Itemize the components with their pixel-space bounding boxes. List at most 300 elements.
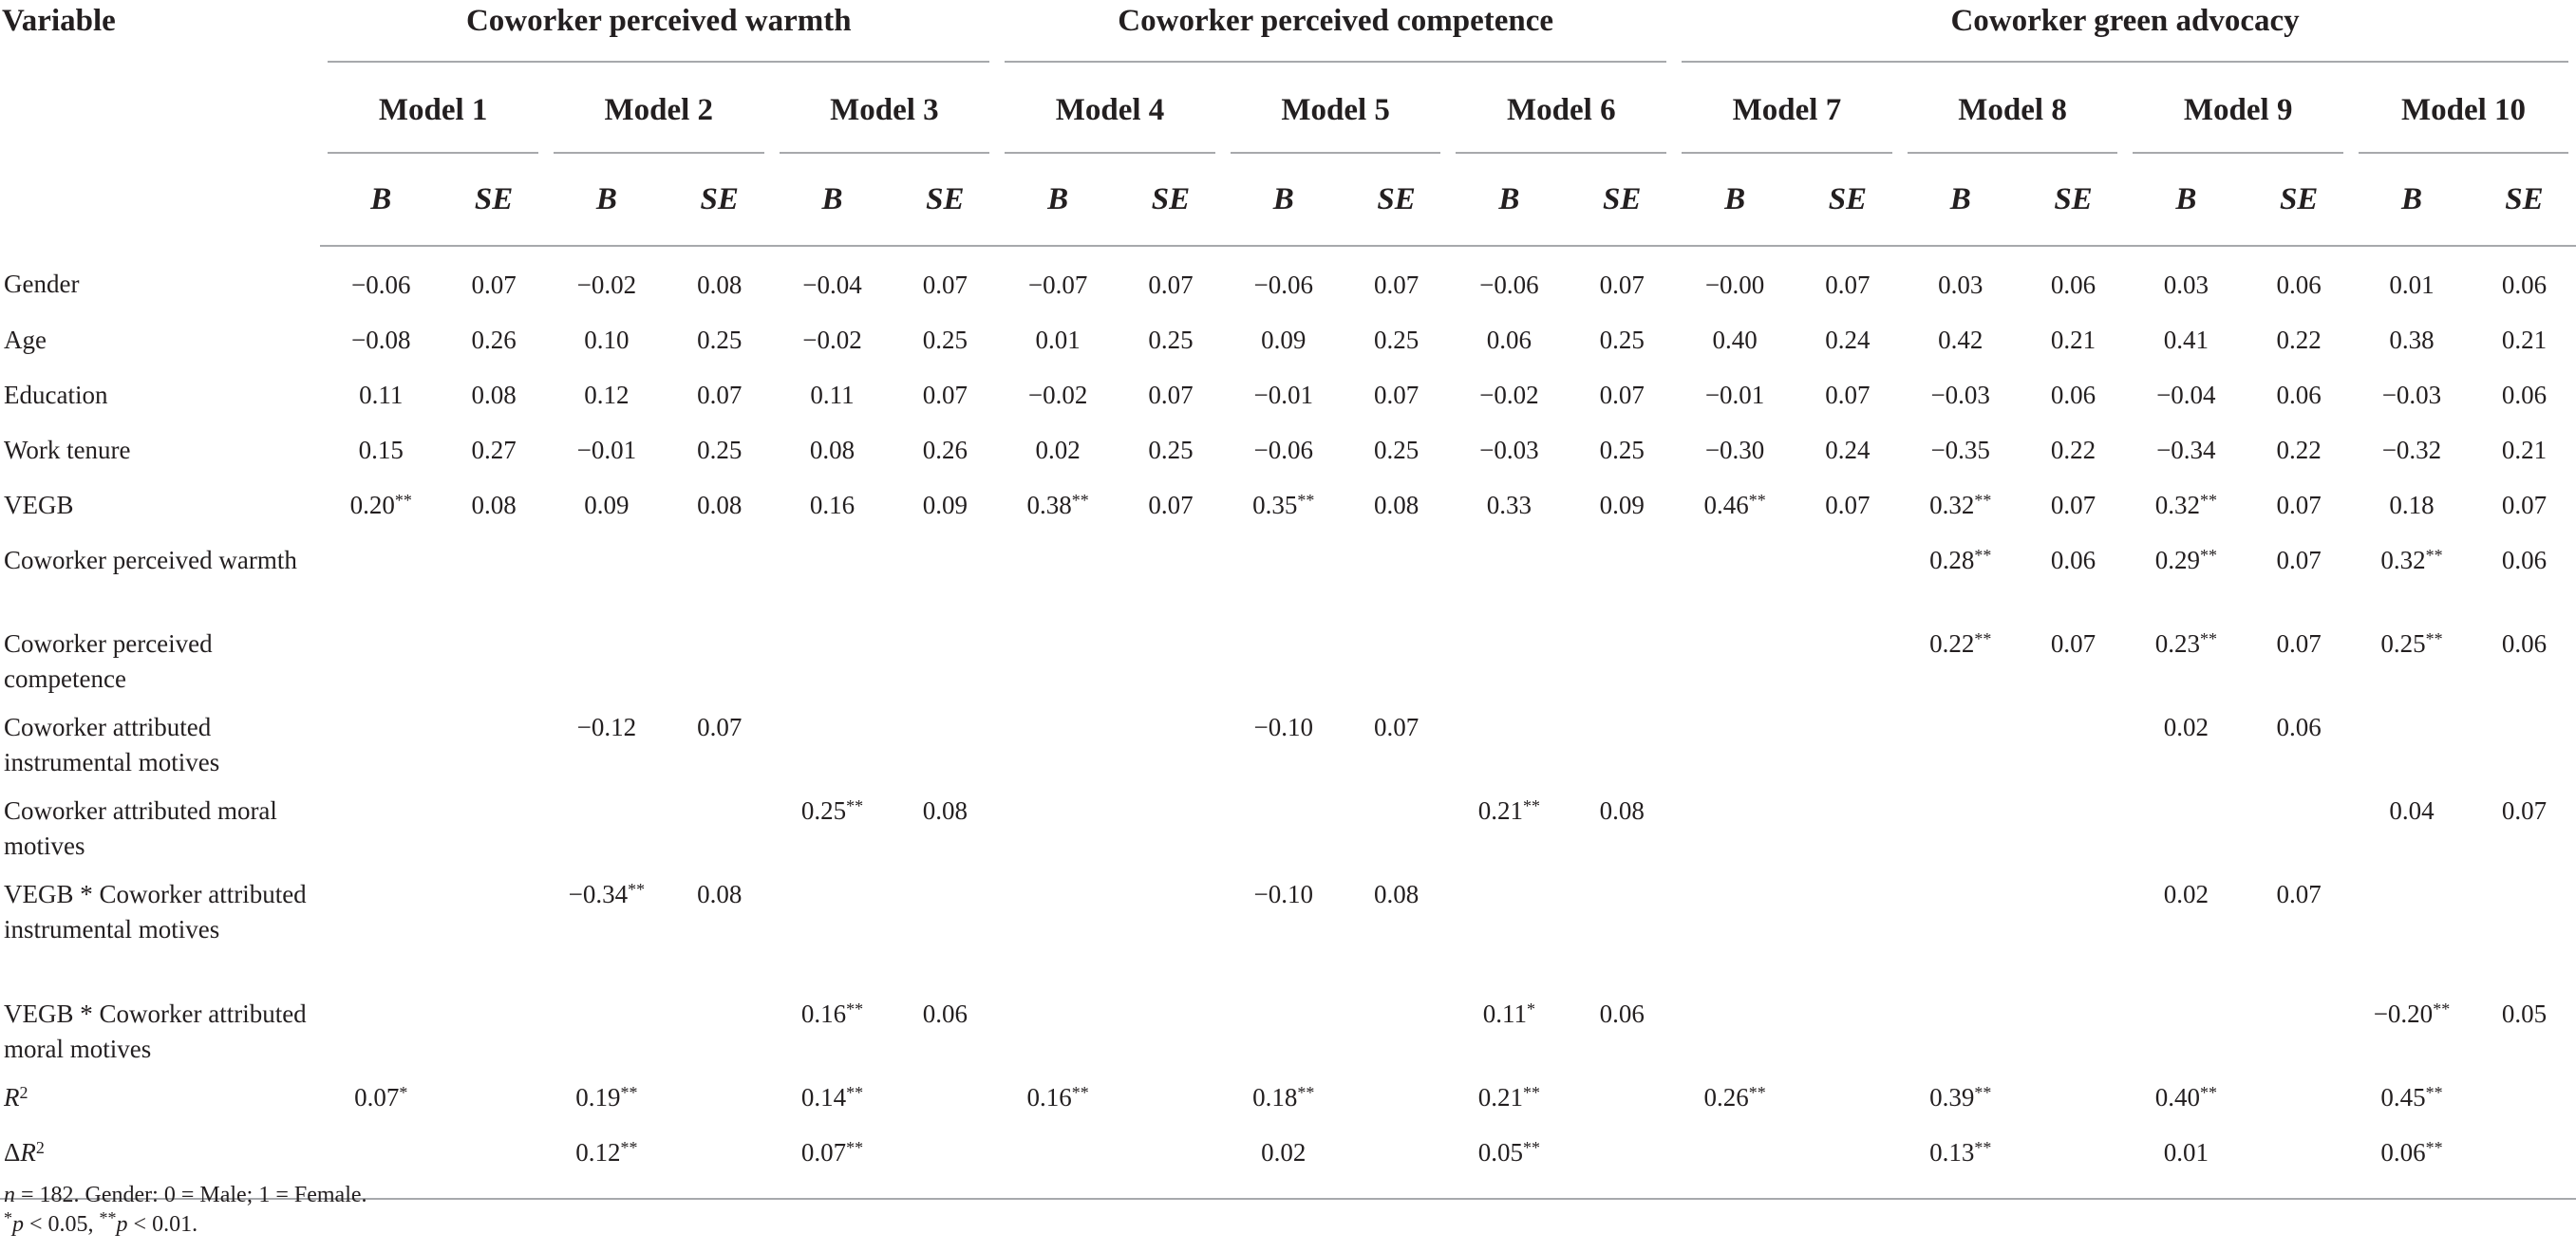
b-cell bbox=[772, 537, 893, 621]
b-cell bbox=[1900, 991, 2021, 1074]
b-cell: −0.03 bbox=[1930, 381, 1990, 409]
se-cell: 0.07 bbox=[2276, 491, 2322, 519]
b-cell bbox=[1223, 537, 1344, 621]
se-cell: 0.06 bbox=[2501, 629, 2548, 658]
b-cell bbox=[997, 991, 1119, 1074]
se-cell: 0.07 bbox=[1148, 381, 1194, 409]
b-cell: −0.02 bbox=[802, 326, 862, 354]
b-cell: −0.32 bbox=[2381, 436, 2442, 464]
table-row bbox=[0, 317, 2576, 372]
b-cell bbox=[1448, 537, 1570, 621]
table-row bbox=[0, 372, 2576, 427]
model-header-label: Model 2 bbox=[554, 63, 764, 154]
se-cell bbox=[668, 621, 772, 704]
se-cell: 0.07 bbox=[2276, 880, 2322, 908]
model-header-label: Model 5 bbox=[1231, 63, 1441, 154]
b-cell: 0.02 bbox=[2163, 880, 2209, 908]
se-cell: 0.08 bbox=[1599, 796, 1645, 825]
b-cell bbox=[1674, 871, 1796, 991]
se-cell: 0.06 bbox=[2050, 546, 2097, 574]
row-label: $\Delta R^2$ bbox=[0, 1130, 320, 1199]
b-cell: −0.03 bbox=[1479, 436, 1539, 464]
b-cell: 0.12** bbox=[546, 1130, 668, 1199]
se-cell: 0.25 bbox=[697, 436, 743, 464]
se-cell bbox=[2247, 991, 2351, 1074]
b-cell: 0.23** bbox=[2154, 629, 2217, 658]
b-header-label: B bbox=[1047, 182, 1069, 216]
b-cell: −0.20** bbox=[2373, 1000, 2451, 1028]
se-header bbox=[2473, 154, 2576, 246]
b-cell: 0.35** bbox=[1252, 491, 1315, 519]
b-cell bbox=[1448, 621, 1570, 704]
b-cell: −0.10 bbox=[1253, 713, 1314, 741]
se-cell bbox=[2021, 1074, 2126, 1130]
se-cell: 0.27 bbox=[471, 436, 517, 464]
se-cell: 0.25 bbox=[1599, 436, 1645, 464]
b-cell bbox=[772, 871, 893, 991]
se-cell: 0.08 bbox=[471, 381, 517, 409]
b-cell: 0.40** bbox=[2154, 1083, 2217, 1112]
se-header-label: SE bbox=[1828, 182, 1868, 216]
model-header-label: Model 3 bbox=[780, 63, 990, 154]
b-cell bbox=[2351, 704, 2473, 788]
model-header-label: Model 10 bbox=[2359, 63, 2568, 154]
se-cell bbox=[1344, 621, 1449, 704]
se-cell: 0.07 bbox=[1825, 271, 1871, 299]
se-cell bbox=[1796, 1130, 1900, 1199]
b-header-label: B bbox=[821, 182, 843, 216]
se-cell: 0.07 bbox=[2050, 491, 2097, 519]
b-cell: −0.30 bbox=[1704, 436, 1765, 464]
group-header-advocacy-label: Coworker green advocacy bbox=[1682, 0, 2568, 63]
b-cell bbox=[1674, 788, 1796, 871]
se-cell bbox=[1119, 704, 1223, 788]
se-cell bbox=[668, 1074, 772, 1130]
row-label: Coworker perceived warmth bbox=[4, 546, 297, 574]
se-cell bbox=[2021, 871, 2126, 991]
b-cell: −0.35 bbox=[1930, 436, 1990, 464]
model-header-label: Model 8 bbox=[1908, 63, 2118, 154]
b-cell bbox=[1223, 621, 1344, 704]
se-cell bbox=[1796, 871, 1900, 991]
table-row bbox=[0, 427, 2576, 482]
table-row bbox=[0, 621, 2576, 704]
b-cell: 0.38 bbox=[2389, 326, 2435, 354]
se-cell bbox=[1119, 537, 1223, 621]
b-cell: −0.07 bbox=[1027, 271, 1088, 299]
b-cell: 0.25** bbox=[2380, 629, 2443, 658]
b-cell: 0.28** bbox=[1929, 546, 1992, 574]
b-cell: 0.21** bbox=[1477, 1083, 1541, 1112]
model-header-row bbox=[0, 63, 2576, 154]
se-cell: 0.26 bbox=[471, 326, 517, 354]
b-cell: −0.02 bbox=[576, 271, 637, 299]
b-cell: 0.01 bbox=[1035, 326, 1081, 354]
b-cell bbox=[546, 537, 668, 621]
row-label: $R^2$ bbox=[4, 1083, 28, 1112]
b-cell bbox=[772, 704, 893, 788]
model-header-8 bbox=[1900, 63, 2126, 154]
b-cell bbox=[546, 621, 668, 704]
b-header bbox=[546, 154, 668, 246]
table-row bbox=[0, 1130, 2576, 1199]
se-header bbox=[1570, 154, 1674, 246]
b-cell: −0.02 bbox=[1027, 381, 1088, 409]
b-cell: 0.18 bbox=[2389, 491, 2435, 519]
se-cell bbox=[1570, 621, 1674, 704]
se-header-label: SE bbox=[926, 182, 965, 216]
b-header-label: B bbox=[2400, 182, 2422, 216]
se-cell: 0.21 bbox=[2501, 436, 2548, 464]
b-header bbox=[1900, 154, 2021, 246]
se-header-label: SE bbox=[1603, 182, 1642, 216]
se-cell: 0.21 bbox=[2050, 326, 2097, 354]
b-cell bbox=[2125, 991, 2247, 1074]
se-cell bbox=[2247, 1130, 2351, 1199]
b-header-label: B bbox=[1724, 182, 1746, 216]
se-cell: 0.21 bbox=[2501, 326, 2548, 354]
table-row bbox=[0, 246, 2576, 317]
se-cell: 0.08 bbox=[922, 796, 968, 825]
b-cell: 0.16** bbox=[1026, 1083, 1089, 1112]
se-cell: 0.22 bbox=[2276, 436, 2322, 464]
model-header-6 bbox=[1448, 63, 1674, 154]
note-sample-size: n = 182. Gender: 0 = Male; 1 = Female. bbox=[4, 1183, 367, 1207]
b-cell: −0.06 bbox=[1253, 436, 1314, 464]
se-cell: 0.07 bbox=[1148, 491, 1194, 519]
b-cell bbox=[320, 704, 442, 788]
se-header bbox=[668, 154, 772, 246]
b-header bbox=[772, 154, 893, 246]
b-cell bbox=[320, 537, 442, 621]
se-cell: 0.06 bbox=[2501, 381, 2548, 409]
b-cell: 0.01 bbox=[2389, 271, 2435, 299]
b-cell: 0.18** bbox=[1252, 1083, 1315, 1112]
se-cell: 0.05 bbox=[2501, 1000, 2548, 1028]
model-header-2 bbox=[546, 63, 772, 154]
se-cell bbox=[442, 537, 546, 621]
b-cell: 0.07** bbox=[772, 1130, 893, 1199]
se-cell: 0.06 bbox=[2501, 546, 2548, 574]
se-cell bbox=[1796, 704, 1900, 788]
b-cell bbox=[997, 1130, 1119, 1199]
se-cell bbox=[893, 704, 997, 788]
b-cell: 0.09 bbox=[1261, 326, 1307, 354]
se-cell: 0.08 bbox=[471, 491, 517, 519]
b-cell: −0.00 bbox=[1704, 271, 1765, 299]
se-cell: 0.24 bbox=[1825, 326, 1871, 354]
se-cell bbox=[2021, 991, 2126, 1074]
se-cell bbox=[1344, 991, 1449, 1074]
model-header-4 bbox=[997, 63, 1223, 154]
se-cell: 0.07 bbox=[2276, 629, 2322, 658]
b-cell: 0.25** bbox=[800, 796, 864, 825]
b-cell: 0.29** bbox=[2154, 546, 2217, 574]
se-cell: 0.06 bbox=[2276, 381, 2322, 409]
b-cell: 0.08 bbox=[809, 436, 856, 464]
se-cell bbox=[442, 788, 546, 871]
b-cell bbox=[772, 621, 893, 704]
b-cell: 0.21** bbox=[1477, 796, 1541, 825]
se-cell: 0.09 bbox=[1599, 491, 1645, 519]
se-header-label: SE bbox=[1377, 182, 1416, 216]
b-cell: 0.02 bbox=[2163, 713, 2209, 741]
b-cell bbox=[320, 991, 442, 1074]
se-cell: 0.25 bbox=[1148, 326, 1194, 354]
row-label: VEGB * Coworker attributed moral motives bbox=[4, 1000, 307, 1064]
b-cell: −0.34 bbox=[2156, 436, 2216, 464]
b-cell: 0.33 bbox=[1486, 491, 1532, 519]
b-cell bbox=[1674, 621, 1796, 704]
se-cell: 0.07 bbox=[697, 381, 743, 409]
b-cell: −0.01 bbox=[576, 436, 637, 464]
group-header-warmth-label: Coworker perceived warmth bbox=[328, 0, 989, 63]
b-cell: 0.38** bbox=[1026, 491, 1089, 519]
model-header-label: Model 4 bbox=[1005, 63, 1215, 154]
se-cell bbox=[893, 537, 997, 621]
variable-header: Variable bbox=[2, 4, 116, 38]
se-cell bbox=[1119, 1130, 1223, 1199]
b-cell: 0.16** bbox=[800, 1000, 864, 1028]
se-cell: 0.07 bbox=[2050, 629, 2097, 658]
b-cell bbox=[546, 788, 668, 871]
b-cell bbox=[2351, 871, 2473, 991]
se-cell: 0.07 bbox=[922, 381, 968, 409]
b-cell bbox=[997, 621, 1119, 704]
se-cell bbox=[1796, 991, 1900, 1074]
b-cell: 0.12 bbox=[584, 381, 630, 409]
b-cell: 0.32** bbox=[2154, 491, 2217, 519]
b-cell bbox=[1674, 991, 1796, 1074]
se-cell: 0.07 bbox=[1148, 271, 1194, 299]
b-cell: 0.19** bbox=[575, 1083, 638, 1112]
row-label: Coworker perceived competence bbox=[4, 629, 213, 694]
se-cell: 0.07 bbox=[1373, 271, 1420, 299]
se-header-label: SE bbox=[2279, 182, 2319, 216]
coefficient-header-row bbox=[0, 154, 2576, 246]
se-cell: 0.07 bbox=[1599, 381, 1645, 409]
row-label: VEGB * Coworker attributed instrumental motives bbox=[4, 880, 307, 944]
se-header-label: SE bbox=[700, 182, 739, 216]
b-header bbox=[1674, 154, 1796, 246]
se-header bbox=[893, 154, 997, 246]
b-header-label: B bbox=[2175, 182, 2197, 216]
table-row bbox=[0, 537, 2576, 621]
se-header bbox=[1119, 154, 1223, 246]
b-cell: 0.39** bbox=[1929, 1083, 1992, 1112]
b-cell: −0.06 bbox=[1479, 271, 1539, 299]
b-header bbox=[997, 154, 1119, 246]
b-cell bbox=[1223, 788, 1344, 871]
b-cell bbox=[1900, 704, 2021, 788]
se-cell bbox=[1796, 788, 1900, 871]
b-cell: 0.10 bbox=[584, 326, 630, 354]
se-cell bbox=[442, 1074, 546, 1130]
se-cell bbox=[1119, 1074, 1223, 1130]
b-cell bbox=[1674, 537, 1796, 621]
se-cell: 0.07 bbox=[922, 271, 968, 299]
se-cell bbox=[442, 621, 546, 704]
b-cell: −0.02 bbox=[1479, 381, 1539, 409]
b-cell: −0.04 bbox=[2156, 381, 2216, 409]
b-cell: 0.06 bbox=[1486, 326, 1532, 354]
se-header bbox=[2021, 154, 2126, 246]
se-cell: 0.07 bbox=[1373, 381, 1420, 409]
se-cell: 0.07 bbox=[2501, 796, 2548, 825]
se-cell bbox=[1344, 1130, 1449, 1199]
se-cell: 0.25 bbox=[1599, 326, 1645, 354]
se-cell: 0.25 bbox=[1373, 326, 1420, 354]
se-cell: 0.08 bbox=[1373, 491, 1420, 519]
se-header-label: SE bbox=[2505, 182, 2544, 216]
b-cell: 0.41 bbox=[2163, 326, 2209, 354]
b-cell: 0.32** bbox=[1929, 491, 1992, 519]
se-header-label: SE bbox=[2054, 182, 2093, 216]
b-cell: −0.34** bbox=[568, 880, 646, 908]
b-cell: 0.46** bbox=[1703, 491, 1766, 519]
se-cell bbox=[442, 704, 546, 788]
se-cell: 0.08 bbox=[1373, 880, 1420, 908]
se-cell: 0.07 bbox=[1825, 381, 1871, 409]
b-cell bbox=[997, 871, 1119, 991]
se-cell bbox=[2247, 1074, 2351, 1130]
note-significance: *p < 0.05, **p < 0.01. bbox=[4, 1208, 198, 1238]
b-cell: 0.16 bbox=[809, 491, 856, 519]
b-header bbox=[1448, 154, 1570, 246]
b-header-label: B bbox=[370, 182, 392, 216]
b-cell bbox=[320, 871, 442, 991]
se-cell: 0.25 bbox=[922, 326, 968, 354]
group-header-warmth bbox=[320, 0, 997, 63]
model-header-3 bbox=[772, 63, 998, 154]
b-cell: 0.05** bbox=[1448, 1130, 1570, 1199]
b-header bbox=[2351, 154, 2473, 246]
se-cell bbox=[1344, 537, 1449, 621]
se-cell bbox=[2473, 1074, 2576, 1130]
group-header-advocacy bbox=[1674, 0, 2576, 63]
se-cell bbox=[2247, 788, 2351, 871]
table-notes bbox=[4, 1181, 367, 1240]
row-label: Age bbox=[4, 326, 47, 354]
se-cell: 0.08 bbox=[697, 271, 743, 299]
se-header bbox=[442, 154, 546, 246]
b-cell: 0.15 bbox=[358, 436, 404, 464]
row-label: VEGB bbox=[4, 491, 74, 519]
se-cell: 0.09 bbox=[922, 491, 968, 519]
se-cell: 0.24 bbox=[1825, 436, 1871, 464]
b-cell: 0.03 bbox=[1938, 271, 1984, 299]
b-cell: 0.11 bbox=[359, 381, 404, 409]
b-cell: 0.11* bbox=[1482, 1000, 1536, 1028]
se-cell bbox=[1570, 537, 1674, 621]
se-cell bbox=[2021, 704, 2126, 788]
table-body bbox=[0, 246, 2576, 1199]
row-label: Gender bbox=[4, 270, 80, 298]
se-cell bbox=[1119, 991, 1223, 1074]
se-cell bbox=[1344, 1074, 1449, 1130]
b-cell bbox=[997, 537, 1119, 621]
row-label: Education bbox=[4, 381, 108, 409]
b-cell: 0.45** bbox=[2380, 1083, 2443, 1112]
model-header-label: Model 9 bbox=[2133, 63, 2343, 154]
se-cell bbox=[668, 1130, 772, 1199]
b-cell: 0.07* bbox=[354, 1083, 408, 1112]
b-cell: 0.32** bbox=[2380, 546, 2443, 574]
model-header-10 bbox=[2351, 63, 2576, 154]
b-cell: −0.08 bbox=[351, 326, 411, 354]
se-cell bbox=[1119, 621, 1223, 704]
b-header-label: B bbox=[595, 182, 617, 216]
b-cell: −0.12 bbox=[576, 713, 637, 741]
b-cell: 0.01 bbox=[2125, 1130, 2247, 1199]
se-cell: 0.26 bbox=[922, 436, 968, 464]
se-cell: 0.06 bbox=[922, 1000, 968, 1028]
model-header-1 bbox=[320, 63, 546, 154]
se-cell: 0.07 bbox=[2276, 546, 2322, 574]
b-cell bbox=[320, 621, 442, 704]
se-cell bbox=[1119, 788, 1223, 871]
b-cell bbox=[1900, 788, 2021, 871]
b-cell: −0.04 bbox=[802, 271, 862, 299]
se-cell bbox=[1796, 537, 1900, 621]
b-cell: 0.02 bbox=[1223, 1130, 1344, 1199]
group-header-competence bbox=[997, 0, 1674, 63]
se-cell: 0.07 bbox=[1825, 491, 1871, 519]
se-cell: 0.06 bbox=[2276, 713, 2322, 741]
table-row bbox=[0, 704, 2576, 788]
row-label: Coworker attributed moral motives bbox=[4, 796, 277, 861]
se-cell: 0.08 bbox=[697, 880, 743, 908]
table-row bbox=[0, 991, 2576, 1074]
se-header-label: SE bbox=[1151, 182, 1191, 216]
se-cell: 0.08 bbox=[697, 491, 743, 519]
se-cell bbox=[893, 1130, 997, 1199]
b-cell bbox=[546, 991, 668, 1074]
se-cell: 0.07 bbox=[697, 713, 743, 741]
b-cell: 0.22** bbox=[1929, 629, 1992, 658]
se-cell bbox=[2473, 871, 2576, 991]
se-cell bbox=[668, 537, 772, 621]
b-cell: 0.02 bbox=[1035, 436, 1081, 464]
se-cell: 0.07 bbox=[1599, 271, 1645, 299]
se-cell bbox=[1570, 1074, 1674, 1130]
se-cell bbox=[1344, 788, 1449, 871]
se-cell: 0.22 bbox=[2050, 436, 2097, 464]
se-cell bbox=[893, 871, 997, 991]
se-cell bbox=[1796, 1074, 1900, 1130]
row-label: Work tenure bbox=[4, 436, 131, 464]
group-header-competence-label: Coworker perceived competence bbox=[1005, 0, 1666, 63]
se-cell: 0.07 bbox=[2501, 491, 2548, 519]
b-cell: 0.42 bbox=[1938, 326, 1984, 354]
se-cell bbox=[1119, 871, 1223, 991]
b-cell: 0.11 bbox=[810, 381, 855, 409]
b-cell: 0.26** bbox=[1703, 1083, 1766, 1112]
model-header-label: Model 7 bbox=[1682, 63, 1892, 154]
b-cell: 0.04 bbox=[2389, 796, 2435, 825]
b-cell: 0.13** bbox=[1900, 1130, 2021, 1199]
se-cell: 0.25 bbox=[697, 326, 743, 354]
se-cell bbox=[2473, 1130, 2576, 1199]
se-cell bbox=[893, 621, 997, 704]
b-cell bbox=[1448, 871, 1570, 991]
se-cell: 0.06 bbox=[2050, 271, 2097, 299]
se-cell: 0.06 bbox=[1599, 1000, 1645, 1028]
b-cell bbox=[997, 788, 1119, 871]
table-row bbox=[0, 871, 2576, 991]
se-cell: 0.06 bbox=[2501, 271, 2548, 299]
model-header-label: Model 1 bbox=[328, 63, 538, 154]
